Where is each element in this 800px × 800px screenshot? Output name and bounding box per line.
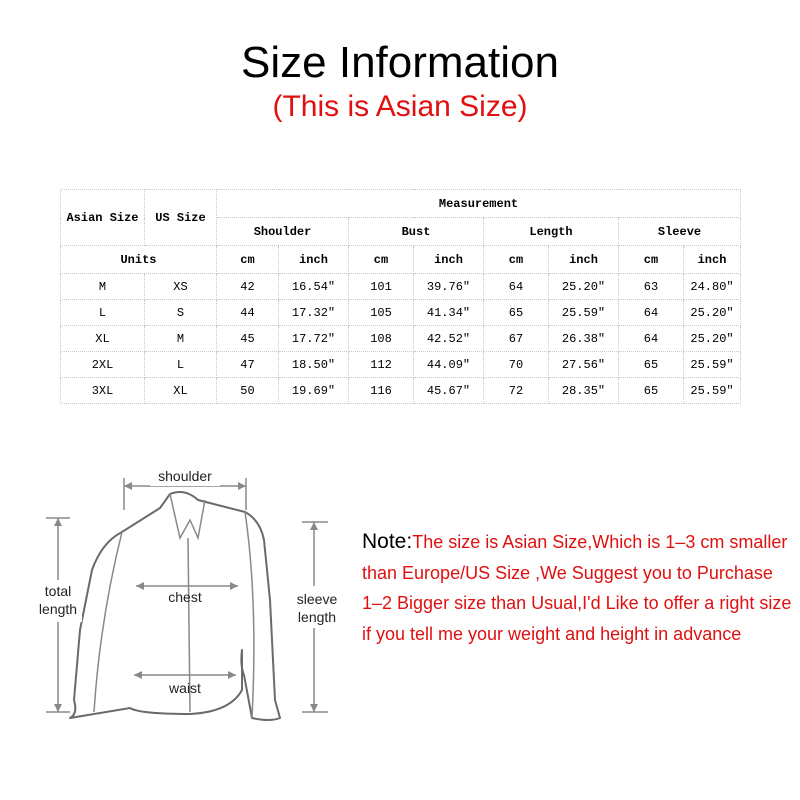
table-row [61, 300, 741, 326]
measurement-cell: 64 [619, 326, 684, 352]
note-text: The size is Asian Size,Which is 1–3 cm smaller than Europe/US Size ,We Suggest you to Purchase 1–2 Bigger size than Usual,I'd Like to offer a right size if you tell me your weight and height in advance [362, 532, 792, 644]
group-header-length: Length [484, 218, 619, 246]
sleeve-length-label-1: sleeve [296, 591, 338, 607]
measurement-cell: 44.09″ [414, 352, 484, 378]
us-size-cell: S [145, 300, 217, 326]
unit-cm: cm [484, 246, 549, 274]
measurement-cell: 116 [349, 378, 414, 404]
measurement-cell: 17.32″ [279, 300, 349, 326]
total-length-label-1: total [44, 583, 72, 599]
measurement-cell: 65 [619, 352, 684, 378]
measurement-cell: 47 [217, 352, 279, 378]
measurement-cell: 50 [217, 378, 279, 404]
total-length-label-2: length [38, 601, 78, 617]
asian-size-cell: L [61, 300, 145, 326]
us-size-cell: L [145, 352, 217, 378]
table-row [61, 274, 741, 300]
measurement-cell: 101 [349, 274, 414, 300]
table-row [61, 352, 741, 378]
measurement-cell: 16.54″ [279, 274, 349, 300]
measurement-cell: 25.20″ [549, 274, 619, 300]
measurement-cell: 42 [217, 274, 279, 300]
unit-cm: cm [349, 246, 414, 274]
waist-label: waist [169, 680, 201, 696]
measurement-cell: 25.59″ [684, 352, 741, 378]
measurement-cell: 41.34″ [414, 300, 484, 326]
measurement-cell: 105 [349, 300, 414, 326]
measurement-cell: 45.67″ [414, 378, 484, 404]
measurement-cell: 65 [484, 300, 549, 326]
measurement-cell: 112 [349, 352, 414, 378]
group-header-shoulder: Shoulder [217, 218, 349, 246]
measurement-cell: 67 [484, 326, 549, 352]
us-size-cell: XS [145, 274, 217, 300]
unit-cm: cm [619, 246, 684, 274]
page-title: Size Information [241, 38, 559, 87]
measurement-cell: 64 [619, 300, 684, 326]
sleeve-length-label-2: length [297, 609, 337, 625]
asian-size-header: Asian Size [61, 190, 145, 246]
table-row [61, 326, 741, 352]
unit-inch: inch [684, 246, 741, 274]
shirt-diagram [30, 450, 350, 790]
us-size-header: US Size [145, 190, 217, 246]
unit-cm: cm [217, 246, 279, 274]
measurement-cell: 39.76″ [414, 274, 484, 300]
asian-size-cell: M [61, 274, 145, 300]
measurement-cell: 45 [217, 326, 279, 352]
measurement-cell: 26.38″ [549, 326, 619, 352]
sleeve-seam-left [94, 532, 122, 712]
measurement-cell: 42.52″ [414, 326, 484, 352]
measurement-cell: 63 [619, 274, 684, 300]
chest-label: chest [168, 589, 202, 605]
measurement-cell: 108 [349, 326, 414, 352]
us-size-cell: XL [145, 378, 217, 404]
group-header-sleeve: Sleeve [619, 218, 741, 246]
measurement-cell: 25.20″ [684, 300, 741, 326]
measurement-cell: 18.50″ [279, 352, 349, 378]
measurement-cell: 25.59″ [549, 300, 619, 326]
asian-size-cell: 2XL [61, 352, 145, 378]
measurement-cell: 70 [484, 352, 549, 378]
unit-inch: inch [279, 246, 349, 274]
units-label: Units [61, 246, 217, 274]
size-note [362, 527, 792, 649]
measurement-cell: 72 [484, 378, 549, 404]
measurement-cell: 24.80″ [684, 274, 741, 300]
measurement-cell: 17.72″ [279, 326, 349, 352]
asian-size-cell: 3XL [61, 378, 145, 404]
measurement-cell: 28.35″ [549, 378, 619, 404]
page-subtitle: (This is Asian Size) [272, 90, 528, 123]
unit-inch: inch [549, 246, 619, 274]
measurement-cell: 25.59″ [684, 378, 741, 404]
asian-size-cell: XL [61, 326, 145, 352]
size-table [60, 189, 741, 404]
measurement-header: Measurement [217, 190, 741, 218]
measurement-cell: 65 [619, 378, 684, 404]
shoulder-label: shoulder [158, 468, 212, 484]
measurement-cell: 27.56″ [549, 352, 619, 378]
table-row [61, 378, 741, 404]
measurement-cell: 19.69″ [279, 378, 349, 404]
unit-inch: inch [414, 246, 484, 274]
measurement-cell: 25.20″ [684, 326, 741, 352]
group-header-bust: Bust [349, 218, 484, 246]
note-lead: Note: [362, 530, 413, 553]
measurement-cell: 44 [217, 300, 279, 326]
us-size-cell: M [145, 326, 217, 352]
measurement-cell: 64 [484, 274, 549, 300]
